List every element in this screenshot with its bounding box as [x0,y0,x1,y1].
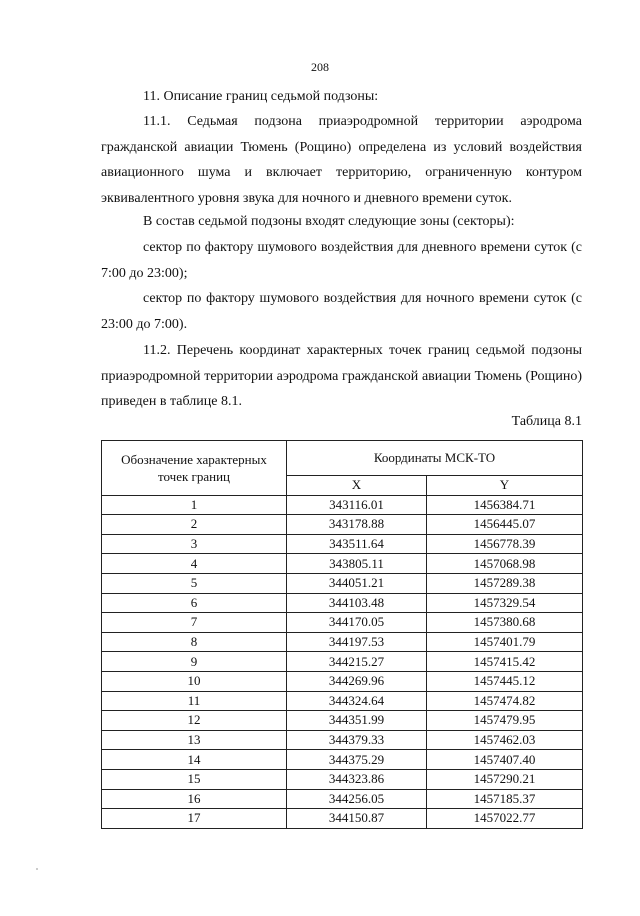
table-row [102,750,583,770]
cell-x: 344170.05 [287,613,427,633]
cell-x: 344269.96 [287,671,427,691]
table-row [102,573,583,593]
table-row [102,613,583,633]
cell-y: 1457022.77 [426,809,582,829]
cell-x: 344379.33 [287,730,427,750]
cell-y: 1457415.42 [426,652,582,672]
header-coordinates: Координаты МСК-ТО [287,441,583,476]
cell-point-number: 14 [102,750,287,770]
cell-y: 1456384.71 [426,495,582,515]
cell-y: 1457068.98 [426,554,582,574]
cell-y: 1457407.40 [426,750,582,770]
cell-x: 343116.01 [287,495,427,515]
table-row [102,515,583,535]
table-caption: Таблица 8.1 [511,414,582,429]
cell-point-number: 9 [102,652,287,672]
cell-point-number: 12 [102,711,287,731]
cell-point-number: 7 [102,613,287,633]
table-row [102,789,583,809]
table-row [102,730,583,750]
cell-x: 344103.48 [287,593,427,613]
cell-y: 1457474.82 [426,691,582,711]
table-row [102,554,583,574]
cell-point-number: 1 [102,495,287,515]
table-row [102,809,583,829]
cell-x: 343805.11 [287,554,427,574]
cell-x: 344324.64 [287,691,427,711]
cell-y: 1457401.79 [426,632,582,652]
paragraph-11-1: 11.1. Седьмая подзона приаэродромной территории аэродрома гражданской авиации Тюмень (Рощино) определена из условий воздействия авиационного шума и включает территорию, ограниченную контуром эквивалентного уровня звука для ночного и дневного времени суток. [101,114,582,206]
cell-x: 344375.29 [287,750,427,770]
cell-x: 344256.05 [287,789,427,809]
cell-x: 344351.99 [287,711,427,731]
paragraph-composition: В состав седьмой подзоны входят следующие зоны (секторы): [143,214,515,229]
cell-y: 1457462.03 [426,730,582,750]
paragraph-11-2: 11.2. Перечень координат характерных точек границ седьмой подзоны приаэродромной территории аэродрома гражданской авиации Тюмень (Рощино) приведен в таблице 8.1. [101,343,582,409]
cell-x: 344323.86 [287,769,427,789]
cell-point-number: 3 [102,534,287,554]
cell-point-number: 6 [102,593,287,613]
cell-y: 1457445.12 [426,671,582,691]
cell-point-number: 4 [102,554,287,574]
section-heading: 11. Описание границ седьмой подзоны: [143,89,379,104]
cell-y: 1457329.54 [426,593,582,613]
cell-point-number: 5 [102,573,287,593]
scan-speck [36,868,38,870]
cell-y: 1457185.37 [426,789,582,809]
cell-point-number: 17 [102,809,287,829]
cell-point-number: 15 [102,769,287,789]
cell-point-number: 13 [102,730,287,750]
coordinates-table [101,440,583,829]
paragraph-sector-night: сектор по фактору шумового воздействия для ночного времени суток (с 23:00 до 7:00). [101,291,582,332]
cell-point-number: 8 [102,632,287,652]
table-row [102,671,583,691]
cell-y: 1457290.21 [426,769,582,789]
page-number: 208 [311,60,329,74]
cell-x: 344150.87 [287,809,427,829]
cell-y: 1456445.07 [426,515,582,535]
cell-point-number: 10 [102,671,287,691]
table-row [102,593,583,613]
cell-point-number: 16 [102,789,287,809]
header-point-name: Обозначение характерных точек границ [102,441,287,496]
header-x: X [287,476,427,496]
table-row [102,711,583,731]
cell-y: 1457380.68 [426,613,582,633]
header-y: Y [426,476,582,496]
cell-point-number: 11 [102,691,287,711]
table-row [102,691,583,711]
table-row [102,769,583,789]
cell-y: 1457479.95 [426,711,582,731]
cell-point-number: 2 [102,515,287,535]
paragraph-sector-day: сектор по фактору шумового воздействия для дневного времени суток (с 7:00 до 23:00); [101,240,582,281]
table-body [102,495,583,828]
table-row [102,495,583,515]
cell-y: 1457289.38 [426,573,582,593]
cell-x: 343178.88 [287,515,427,535]
cell-x: 344215.27 [287,652,427,672]
cell-y: 1456778.39 [426,534,582,554]
cell-x: 344197.53 [287,632,427,652]
cell-x: 343511.64 [287,534,427,554]
table-row [102,632,583,652]
table-row [102,652,583,672]
cell-x: 344051.21 [287,573,427,593]
table-row [102,534,583,554]
